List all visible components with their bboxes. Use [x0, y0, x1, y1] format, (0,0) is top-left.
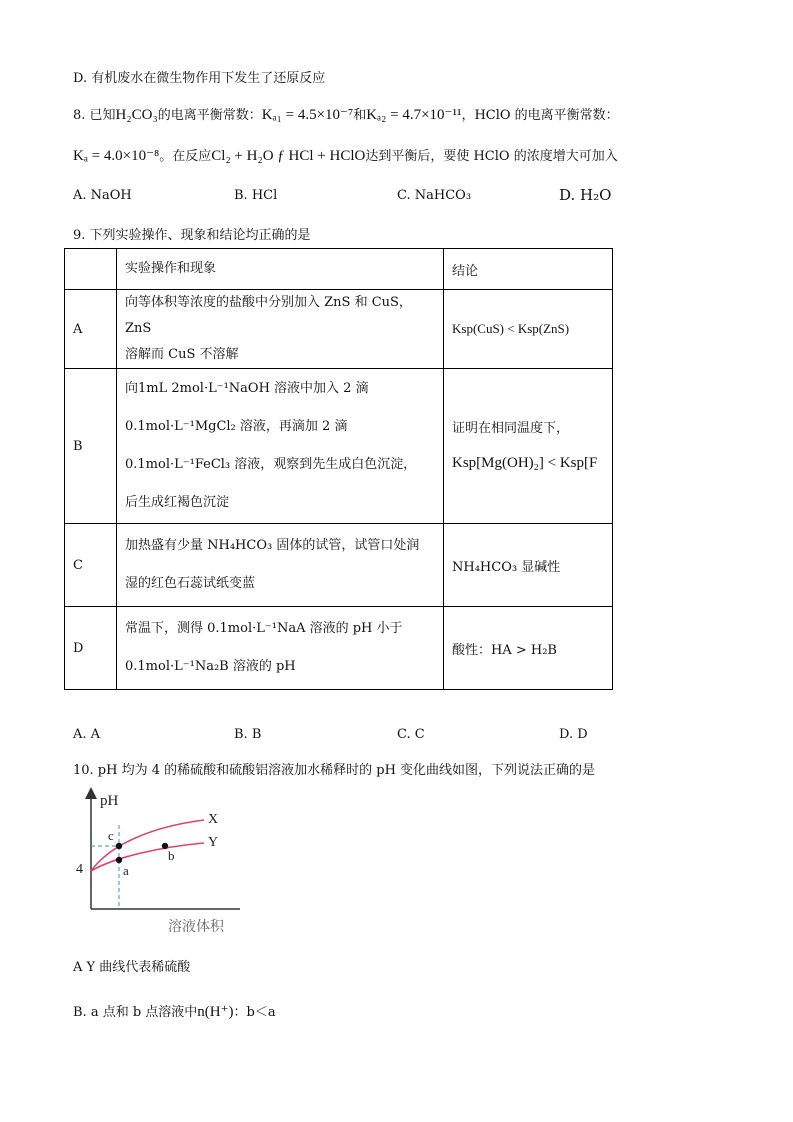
q8-tail: ，HClO 的电离平衡常数：	[461, 108, 619, 123]
q10-option-b-prefix: B. a 点和 b 点溶液中	[73, 1005, 198, 1020]
q8-line1	[73, 104, 619, 124]
op-line: 0.1mol·L⁻¹Na₂B 溶液的 pH	[125, 659, 296, 674]
header-empty-cell	[65, 249, 117, 290]
point-a-label: a	[123, 863, 129, 878]
q8-prefix: 8. 已知	[73, 108, 116, 123]
y-tick-4: 4	[76, 862, 83, 877]
op-line: 加热盛有少量 NH₄HCO₃ 固体的试管，试管口处润	[125, 538, 420, 553]
header-operation: 实验操作和现象	[117, 249, 444, 290]
q8-line2	[73, 145, 618, 165]
con-line: 证明在相同温度下，	[452, 421, 570, 436]
point-a	[116, 857, 122, 863]
row-label: B	[65, 369, 117, 524]
row-label: C	[65, 524, 117, 607]
curve-x-label: X	[208, 812, 219, 827]
q9-stem: 9. 下列实验操作、现象和结论均正确的是	[73, 228, 311, 243]
row-operation	[117, 369, 444, 524]
op-line: 0.1mol·L⁻¹MgCl₂ 溶液，再滴加 2 滴	[125, 419, 348, 434]
row-conclusion: NH₄HCO₃ 显碱性	[444, 524, 613, 607]
op-line: 向1mL 2mol·L⁻¹NaOH 溶液中加入 2 滴	[125, 381, 369, 396]
q8-option-c: C. NaHCO₃	[397, 188, 472, 203]
op-line: 常温下，测得 0.1mol·L⁻¹NaA 溶液的 pH 小于	[125, 621, 403, 636]
y-axis-label: pH	[100, 793, 119, 809]
q8-h2co3: H₂CO₃	[115, 107, 158, 123]
q10-stem: 10. pH 均为 4 的稀硫酸和硫酸铝溶液加水稀释时的 pH 变化曲线如图，下列说法正确的是	[73, 763, 596, 778]
q9-option-c: C. C	[397, 727, 425, 742]
table-row	[65, 290, 613, 369]
table-row	[65, 524, 613, 607]
table-row	[65, 369, 613, 524]
point-c-label: c	[108, 828, 114, 843]
row-label: A	[65, 290, 117, 369]
q8-ka: Kₐ = 4.0×10⁻⁸	[73, 148, 160, 164]
op-line: 溶解而 CuS 不溶解	[125, 347, 239, 362]
q8-reaction: Cl₂ + H₂O ƒ HCl + HClO	[211, 148, 366, 164]
q8-option-a: A. NaOH	[73, 188, 132, 203]
op-line: 0.1mol·L⁻¹FeCl₃ 溶液，观察到先生成白色沉淀，	[125, 457, 417, 472]
row-operation	[117, 290, 444, 369]
q10-option-b	[73, 1001, 276, 1021]
q8-option-d: D. H₂O	[559, 186, 612, 204]
q8-line2-mid: 。在反应	[159, 149, 212, 164]
table-row	[65, 607, 613, 690]
curve-y-label: Y	[208, 835, 219, 850]
q9-option-a: A. A	[73, 727, 101, 742]
q8-ka1: Kₐ₁ = 4.5×10⁻⁷	[261, 107, 354, 123]
ph-dilution-graph	[70, 785, 250, 940]
row-operation	[117, 607, 444, 690]
header-conclusion: 结论	[444, 249, 613, 290]
q8-ka2: Kₐ₂ = 4.7×10⁻¹¹	[366, 107, 462, 123]
q8-mid: 的电离平衡常数：	[157, 108, 262, 123]
q9-option-b: B. B	[234, 727, 262, 742]
q8-and: 和	[353, 108, 367, 123]
row-operation	[117, 524, 444, 607]
curve-y	[91, 843, 204, 871]
q9-table	[64, 248, 613, 690]
table-header-row	[65, 249, 613, 290]
row-conclusion	[444, 369, 613, 524]
q9-option-d: D. D	[559, 727, 588, 742]
q10-option-a: A Y 曲线代表稀硫酸	[73, 960, 191, 975]
q8-option-b: B. HCl	[234, 188, 278, 203]
row-label: D	[65, 607, 117, 690]
row-conclusion: Ksp(CuS) < Ksp(ZnS)	[444, 290, 613, 369]
q10-option-b-expr: n(H⁺)	[197, 1004, 234, 1020]
op-line: 湿的红色石蕊试纸变蓝	[125, 576, 256, 591]
point-c	[116, 843, 122, 849]
row-conclusion: 酸性：HA > H₂B	[444, 607, 613, 690]
point-b-label: b	[168, 848, 175, 863]
q8-line2-tail: 达到平衡后，要使 HClO 的浓度增大可加入	[365, 149, 618, 164]
con-line: Ksp[Mg(OH)₂] < Ksp[F	[452, 455, 598, 471]
x-axis-label: 溶液体积	[168, 920, 224, 935]
op-line: 后生成红褐色沉淀	[125, 495, 230, 510]
op-line: 向等体积等浓度的盐酸中分别加入 ZnS 和 CuS，ZnS	[125, 295, 412, 336]
q10-option-b-suffix: ：b＜a	[233, 1005, 276, 1020]
q7-option-d: D. 有机废水在微生物作用下发生了还原反应	[73, 71, 326, 86]
